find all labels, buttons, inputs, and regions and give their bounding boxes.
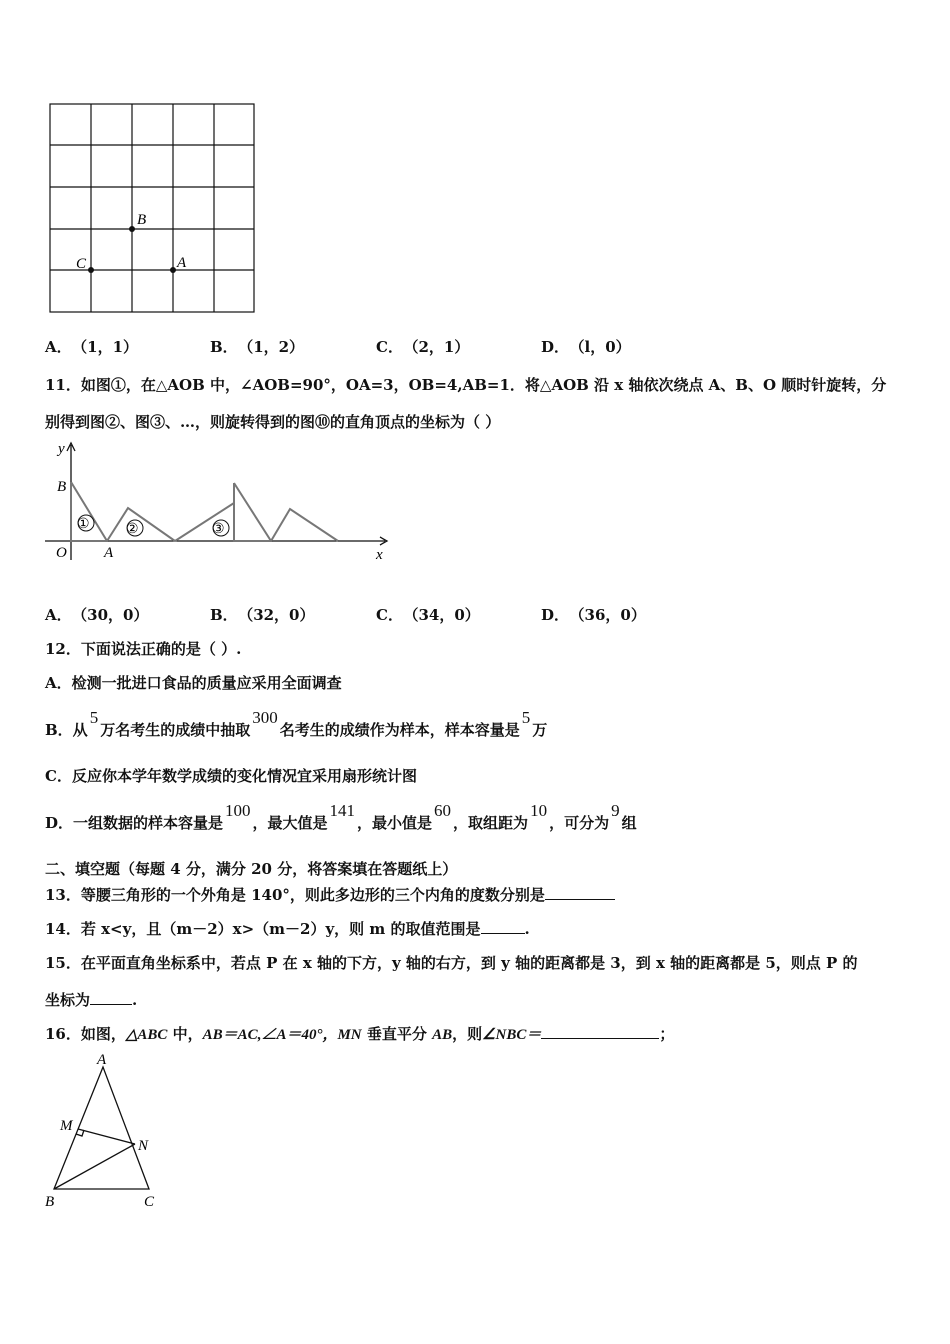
q15-line1: 15．在平面直角坐标系中，若点 P 在 x 轴的下方，y 轴的右方，到 y 轴的距离都是 3，到 x 轴的距离都是 5，则点 P 的: [45, 954, 858, 972]
q12-option-d: D．一组数据的样本容量是100，最大值是141，最小值是60，取组距为10，可分为9组: [45, 801, 637, 832]
q11-option-a: A． （30，0）: [45, 606, 149, 624]
point-n-label: N: [138, 1138, 149, 1154]
point-a: [170, 267, 176, 273]
point-c: [88, 267, 94, 273]
c2-label: ②: [126, 522, 139, 537]
q11-rotation-figure: [40, 435, 400, 565]
q16-stem: 16．如图，△ABC 中，AB＝AC,∠A＝40°，MN 垂直平分 AB，则∠NBC＝ ；: [45, 1025, 675, 1043]
q13: 13．等腰三角形的一个外角是 140°，则此多边形的三个内角的度数分别是: [45, 884, 615, 905]
q15-line2: 坐标为 .: [45, 991, 138, 1009]
q12-option-b: B．从5万名考生的成绩中抽取300名考生的成绩作为样本，样本容量是5万: [45, 708, 548, 739]
q12-option-a: A．检测一批进口食品的质量应采用全面调查: [45, 674, 342, 692]
q11-option-b: B． （32，0）: [210, 606, 315, 624]
q13-answer-blank[interactable]: [545, 885, 615, 900]
q16-answer-blank[interactable]: [541, 1024, 659, 1039]
q11-stem-line2: 别得到图②、图③、…，则旋转得到的图⑩的直角顶点的坐标为（ ）: [45, 413, 501, 431]
c3-label: ③: [212, 522, 225, 537]
q11-stem-line1: 11．如图①，在△AOB 中，∠AOB=90°，OA=3，OB=4,AB=1．将△AOB 沿 x 轴依次绕点 A、B、O 顺时针旋转，分: [45, 376, 887, 394]
q11-option-d: D． （36，0）: [541, 606, 646, 624]
q10-option-a: A． （1，1）: [45, 338, 139, 356]
label-c: C: [76, 256, 87, 272]
q16-triangle-figure: [40, 1050, 170, 1215]
q10-option-d: D． （l，0）: [541, 338, 631, 356]
q10-option-b: B． （1，2）: [210, 338, 305, 356]
b-label: B: [57, 479, 67, 495]
q10-grid-figure: [44, 98, 264, 318]
q12-option-c: C．反应你本学年数学成绩的变化情况宜采用扇形统计图: [45, 767, 417, 785]
point-m-label: M: [60, 1118, 73, 1134]
a-label: A: [104, 545, 114, 561]
y-axis-label: y: [58, 441, 65, 457]
q14-answer-blank[interactable]: [481, 919, 525, 934]
label-b: B: [137, 212, 147, 228]
o-label: O: [56, 545, 67, 561]
vertex-c-label: C: [144, 1194, 155, 1210]
q15-answer-blank[interactable]: [90, 990, 132, 1005]
q12-stem: 12．下面说法正确的是（ ）.: [45, 640, 242, 658]
c1-label: ①: [77, 517, 90, 532]
point-b: [129, 226, 135, 232]
vertex-a-label: A: [97, 1052, 107, 1068]
q11-option-c: C． （34，0）: [376, 606, 480, 624]
label-a: A: [177, 255, 187, 271]
vertex-b-label: B: [45, 1194, 55, 1210]
x-axis-label: x: [376, 547, 383, 563]
q14: 14．若 x<y，且（m－2）x>（m－2）y，则 m 的取值范围是 .: [45, 920, 530, 938]
q10-option-c: C． （2，1）: [376, 338, 470, 356]
section2-heading: 二、填空题（每题 4 分，满分 20 分，将答案填在答题纸上）: [45, 860, 458, 878]
